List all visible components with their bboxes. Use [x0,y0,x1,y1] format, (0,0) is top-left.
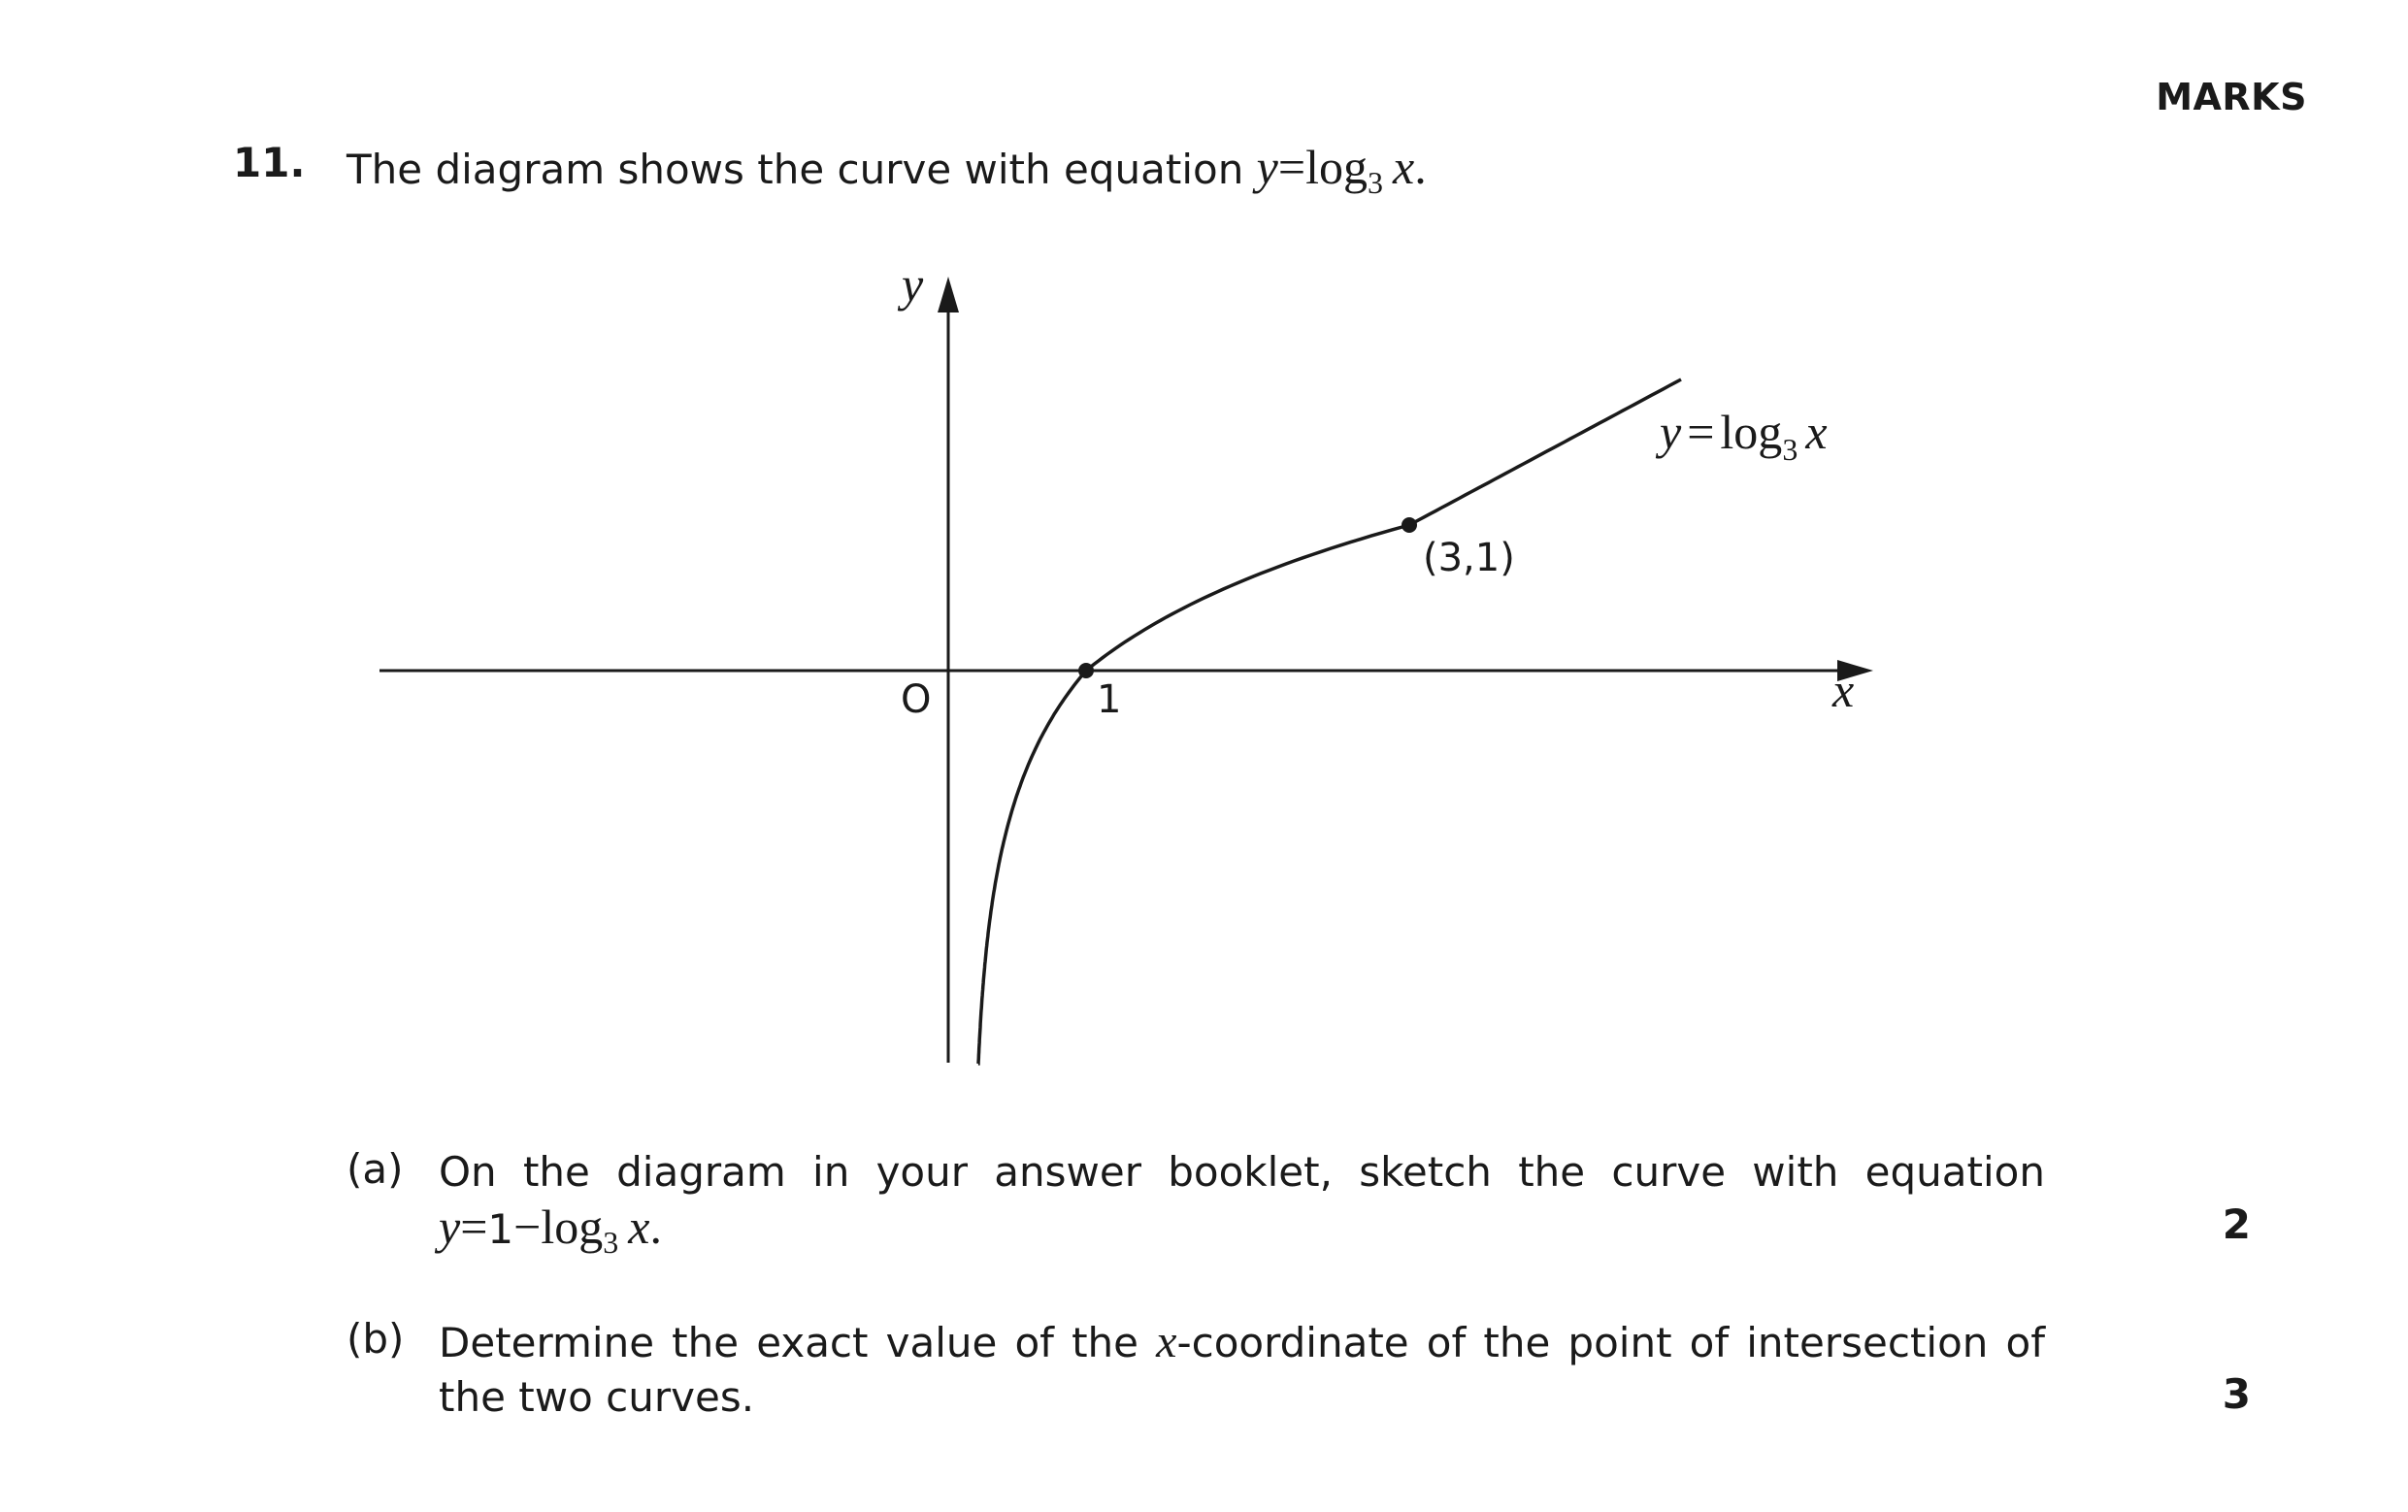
part-b-text-pre: Determine the exact value of the [439,1319,1139,1366]
part-b-text [439,1315,2045,1425]
part-b-text-post: -coordinate of the point of intersection of the two curves. [439,1319,2046,1421]
part-b-label: (b) [346,1315,405,1363]
y-axis-label: y [902,257,924,312]
x-axis-label: x [1832,663,1855,717]
part-a-body [439,1145,2045,1260]
curve-label-equals: = [1687,405,1715,459]
question-intro-text: The diagram shows the curve with equation [346,146,1244,193]
marks-column-header: MARKS [2156,76,2307,118]
eq-lhs: y [1256,140,1278,194]
curve-label-lhs: y [1660,405,1682,459]
part-b-variable: x [1156,1316,1177,1367]
curve-label-base: 3 [1782,432,1798,467]
eq-base: 3 [1367,165,1383,200]
x-intercept-label: 1 [1097,677,1122,722]
curve-label-arg: x [1805,405,1828,459]
eq-func: log [541,1200,604,1254]
eq-equals: = [1277,140,1306,194]
eq-end: . [1414,140,1427,194]
origin-label: O [901,677,932,722]
marked-point-2 [1402,517,1417,533]
log-curve [978,379,1681,1064]
eq-func: log [1305,140,1368,194]
part-a-text: On the diagram in your answer booklet, sketch the curve with equation [439,1148,2045,1196]
marked-points [1078,517,1417,678]
part-a-marks: 2 [2222,1200,2251,1248]
eq-equals: = [460,1200,488,1254]
point-label: (3,1) [1423,536,1515,580]
part-a-equation [439,1200,2045,1260]
marked-point-1 [1078,663,1094,678]
eq-one: 1 [487,1205,514,1253]
eq-arg: x [1393,140,1415,194]
part-b-marks: 3 [2222,1370,2251,1418]
eq-base: 3 [603,1225,619,1260]
eq-arg: x [628,1200,650,1254]
question-number: 11. [233,139,306,186]
eq-minus: − [513,1200,542,1254]
eq-lhs: y [439,1200,461,1254]
curve-label [1655,405,1828,467]
eq-end: . [649,1200,662,1254]
y-axis-arrow [938,277,959,312]
part-a-label: (a) [346,1145,404,1193]
curve-label-func: log [1720,405,1783,459]
